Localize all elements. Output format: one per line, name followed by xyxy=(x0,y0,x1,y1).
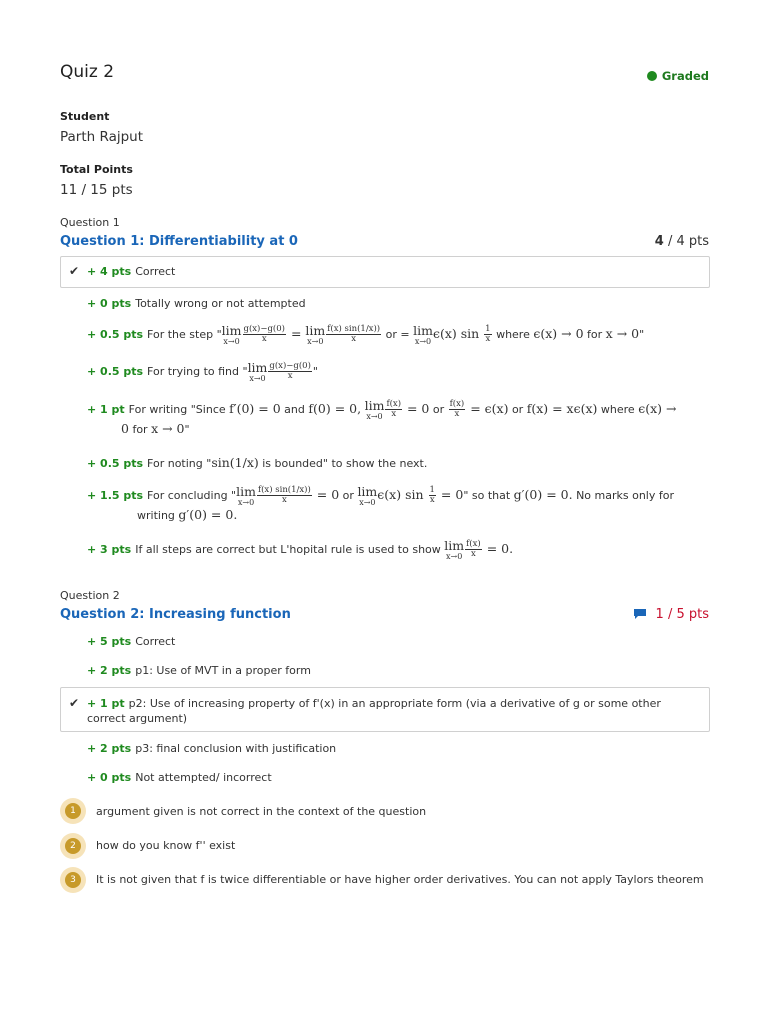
rubric-row xyxy=(87,264,175,279)
graded-label: Graded xyxy=(661,69,709,83)
question-1-score-main: 4 xyxy=(654,234,664,249)
rubric-row xyxy=(87,696,687,726)
page-title: Quiz 2 xyxy=(60,62,115,82)
rubric-points: + 0 pts xyxy=(87,297,132,310)
rubric-text: For concluding " xyxy=(147,489,237,502)
rubric-item[interactable]: + 1 pt For writing "Since f′(0) = 0 and f(0) = 0, lim x→0 $\frac{f(x)}{x}$ = 0 or $\frac{f(x)}{x}$ = ϵ(x) or f(x) = xϵ(x) where ϵ(x) → 0 for x → 0" xyxy=(87,398,677,436)
comment-number: 3 xyxy=(65,872,81,888)
student-label: Student xyxy=(60,110,110,123)
rubric-points: + 0.5 pts xyxy=(87,457,144,470)
comment-number: 2 xyxy=(65,838,81,854)
comment-badge[interactable] xyxy=(60,867,86,893)
rubric-points: + 5 pts xyxy=(87,635,132,648)
rubric-item[interactable] xyxy=(87,296,306,311)
rubric-text: Not attempted/ incorrect xyxy=(135,771,272,784)
rubric-points: + 1 pt xyxy=(87,697,125,710)
rubric-item[interactable]: + 0.5 pts For noting "sin(1/x) is bounded" to show the next. xyxy=(87,455,428,470)
rubric-text: p3: final conclusion with justification xyxy=(135,742,337,755)
total-points-value: 11 / 15 pts xyxy=(60,182,133,198)
math-formula: lim x→0 $\frac{g(x)-g(0)}{x}$ xyxy=(247,360,311,383)
check-icon: ✔ xyxy=(69,264,80,278)
rubric-text: For trying to find " xyxy=(147,365,248,378)
rubric-item[interactable]: + 0.5 pts For trying to find "lim x→0 $\frac{g(x)-g(0)}{x}$ " xyxy=(87,360,318,383)
rubric-text: Correct xyxy=(135,635,176,648)
rubric-item-selected[interactable] xyxy=(60,256,710,288)
rubric-item[interactable] xyxy=(87,741,336,756)
total-points-label: Total Points xyxy=(60,163,133,176)
rubric-item[interactable]: + 0.5 pts For the step "lim x→0 $\frac{g(x)-g(0)}{x}$ = lim x→0 $\frac{f(x) \sin(1/x))}{x}$ or = lim x→0 ϵ(x) sin $\frac{1}{x}$ where ϵ(x) → 0 for x → 0" xyxy=(87,323,645,346)
rubric-text: Correct xyxy=(135,265,176,278)
rubric-text: If all steps are correct but L'hopital rule is used to show xyxy=(135,543,441,556)
question-2-score: 1 / 5 pts xyxy=(655,607,709,622)
question-2-number: Question 2 xyxy=(60,589,120,602)
rubric-text: Totally wrong or not attempted xyxy=(135,297,306,310)
rubric-text: For the step " xyxy=(147,328,222,341)
comment-text: argument given is not correct in the context of the question xyxy=(96,805,427,818)
check-icon: ✔ xyxy=(69,696,80,710)
rubric-item[interactable] xyxy=(87,770,272,785)
comment-number: 1 xyxy=(65,803,81,819)
question-1-score xyxy=(655,234,709,249)
comment-badge[interactable] xyxy=(60,833,86,859)
rubric-points: + 2 pts xyxy=(87,664,132,677)
comment-text: how do you know f'' exist xyxy=(96,839,236,852)
math-formula: lim x→0 $\frac{g(x)-g(0)}{x}$ = lim x→0 $\frac{f(x) \sin(1/x))}{x}$ xyxy=(221,323,381,346)
rubric-points: + 0 pts xyxy=(87,771,132,784)
question-2-title[interactable]: Question 2: Increasing function xyxy=(60,607,291,622)
rubric-item[interactable]: + 3 pts If all steps are correct but L'hopital rule is used to show lim x→0 $\frac{f(x)}{x}$ = 0. xyxy=(87,538,514,561)
student-name: Parth Rajput xyxy=(60,129,144,145)
rubric-text: p1: Use of MVT in a proper form xyxy=(135,664,311,677)
rubric-item[interactable] xyxy=(87,634,175,649)
comment-badge[interactable] xyxy=(60,798,86,824)
rubric-item[interactable]: + 1.5 pts For concluding "lim x→0 $\frac{f(x) \sin(1/x))}{x}$ = 0 or lim x→0 ϵ(x) sin $\frac{1}{x}$ = 0" so that g′(0) = 0. No marks only for writing g′(0) = 0. xyxy=(87,484,674,522)
rubric-text: For writing "Since xyxy=(128,403,226,416)
rubric-points: + 4 pts xyxy=(87,265,132,278)
rubric-points: + 2 pts xyxy=(87,742,132,755)
rubric-points: + 0.5 pts xyxy=(87,365,144,378)
rubric-item-selected[interactable] xyxy=(60,687,710,732)
rubric-points: + 3 pts xyxy=(87,543,132,556)
graded-status xyxy=(647,69,709,83)
rubric-text: For noting " xyxy=(147,457,212,470)
rubric-item[interactable] xyxy=(87,663,311,678)
rubric-text: p2: Use of increasing property of f'(x) in an appropriate form (via a derivative of g or some other correct argument) xyxy=(87,697,661,725)
comment-text: It is not given that f is twice differentiable or have higher order derivatives. You can not apply Taylors theorem xyxy=(96,873,704,886)
rubric-points: + 1.5 pts xyxy=(87,489,144,502)
question-1-score-rest: / 4 pts xyxy=(663,234,709,249)
question-1-number: Question 1 xyxy=(60,216,120,229)
comment-flag-icon[interactable] xyxy=(634,609,646,619)
question-1-title[interactable]: Question 1: Differentiability at 0 xyxy=(60,234,298,249)
graded-dot-icon xyxy=(647,71,657,81)
rubric-points: + 0.5 pts xyxy=(87,328,144,341)
rubric-points: + 1 pt xyxy=(87,403,125,416)
